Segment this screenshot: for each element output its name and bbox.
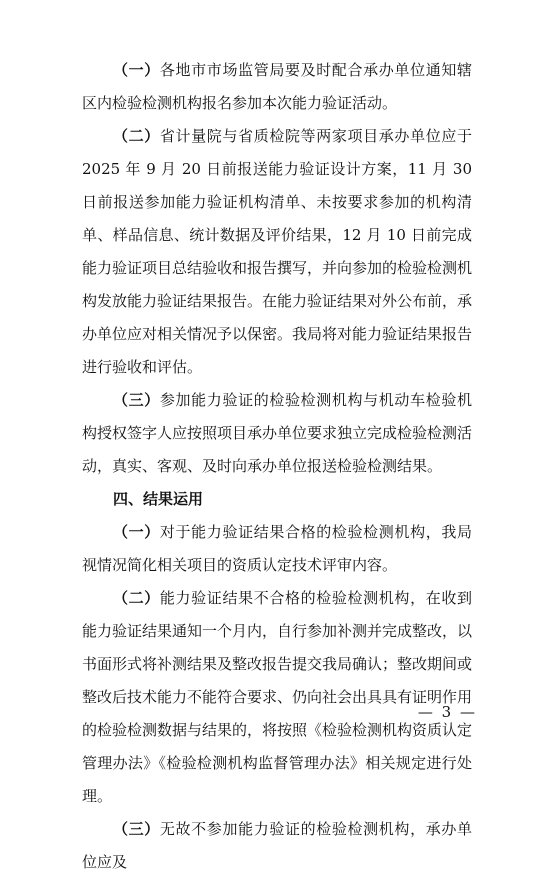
section-paragraph-3 — [82, 813, 472, 879]
section-paragraph-1-text: 对于能力验证结果合格的检验检测机构，我局视情况简化相关项目的资质认定技术评审内容。 — [82, 523, 472, 574]
paragraph-3-lead: （三） — [113, 391, 160, 409]
page-number: — 3 — — [417, 703, 477, 721]
paragraph-1 — [82, 54, 472, 120]
paragraph-2-lead: （二） — [113, 127, 160, 145]
paragraph-1-text: 各地市市场监管局要及时配合承办单位通知辖区内检验检测机构报名参加本次能力验证活动。 — [82, 61, 472, 112]
section-paragraph-3-lead: （三） — [113, 820, 160, 838]
section-paragraph-2-lead: （二） — [113, 589, 160, 607]
document-page — [82, 54, 472, 879]
paragraph-2-text: 省计量院与省质检院等两家项目承办单位应于 2025 年 9 月 20 日前报送能力验证设计方案，11 月 30 日前报送参加能力验证机构清单、未按要求参加的机构清单、样品信息、统计数据及评价结果，12 月 10 日前完成能力验证项目总结验收和报告撰写，并向参加的检验检测机构发放能力验证结果报告。在能力验证结果对外公布前，承办单位应对相关情况予以保密。我局将对能力验证结果报告进行验收和评估。 — [82, 127, 473, 376]
section-paragraph-1-lead: （一） — [113, 523, 160, 541]
paragraph-3-text: 参加能力验证的检验检测机构与机动车检验机构授权签字人应按照项目承办单位要求独立完成检验检测活动，真实、客观、及时向承办单位报送检验检测结果。 — [82, 391, 473, 475]
paragraph-1-lead: （一） — [113, 61, 160, 79]
section-heading: 四、结果运用 — [113, 490, 204, 508]
paragraph-3 — [82, 384, 472, 483]
section-paragraph-1 — [82, 516, 472, 582]
section-paragraph-2-text: 能力验证结果不合格的检验检测机构，在收到能力验证结果通知一个月内，自行参加补测并完成整改，以书面形式将补测结果及整改报告提交我局确认；整改期间或整改后技术能力不能符合要求、仍向社会出具具有证明作用的检验检测数据与结果的，将按照《检验检测机构资质认定管理办法》《检验检测机构监督管理办法》相关规定进行处理。 — [82, 589, 473, 805]
paragraph-2 — [82, 120, 472, 384]
section-paragraph-3-text: 无故不参加能力验证的检验检测机构，承办单位应及 — [82, 820, 472, 871]
section-paragraph-2 — [82, 582, 472, 813]
